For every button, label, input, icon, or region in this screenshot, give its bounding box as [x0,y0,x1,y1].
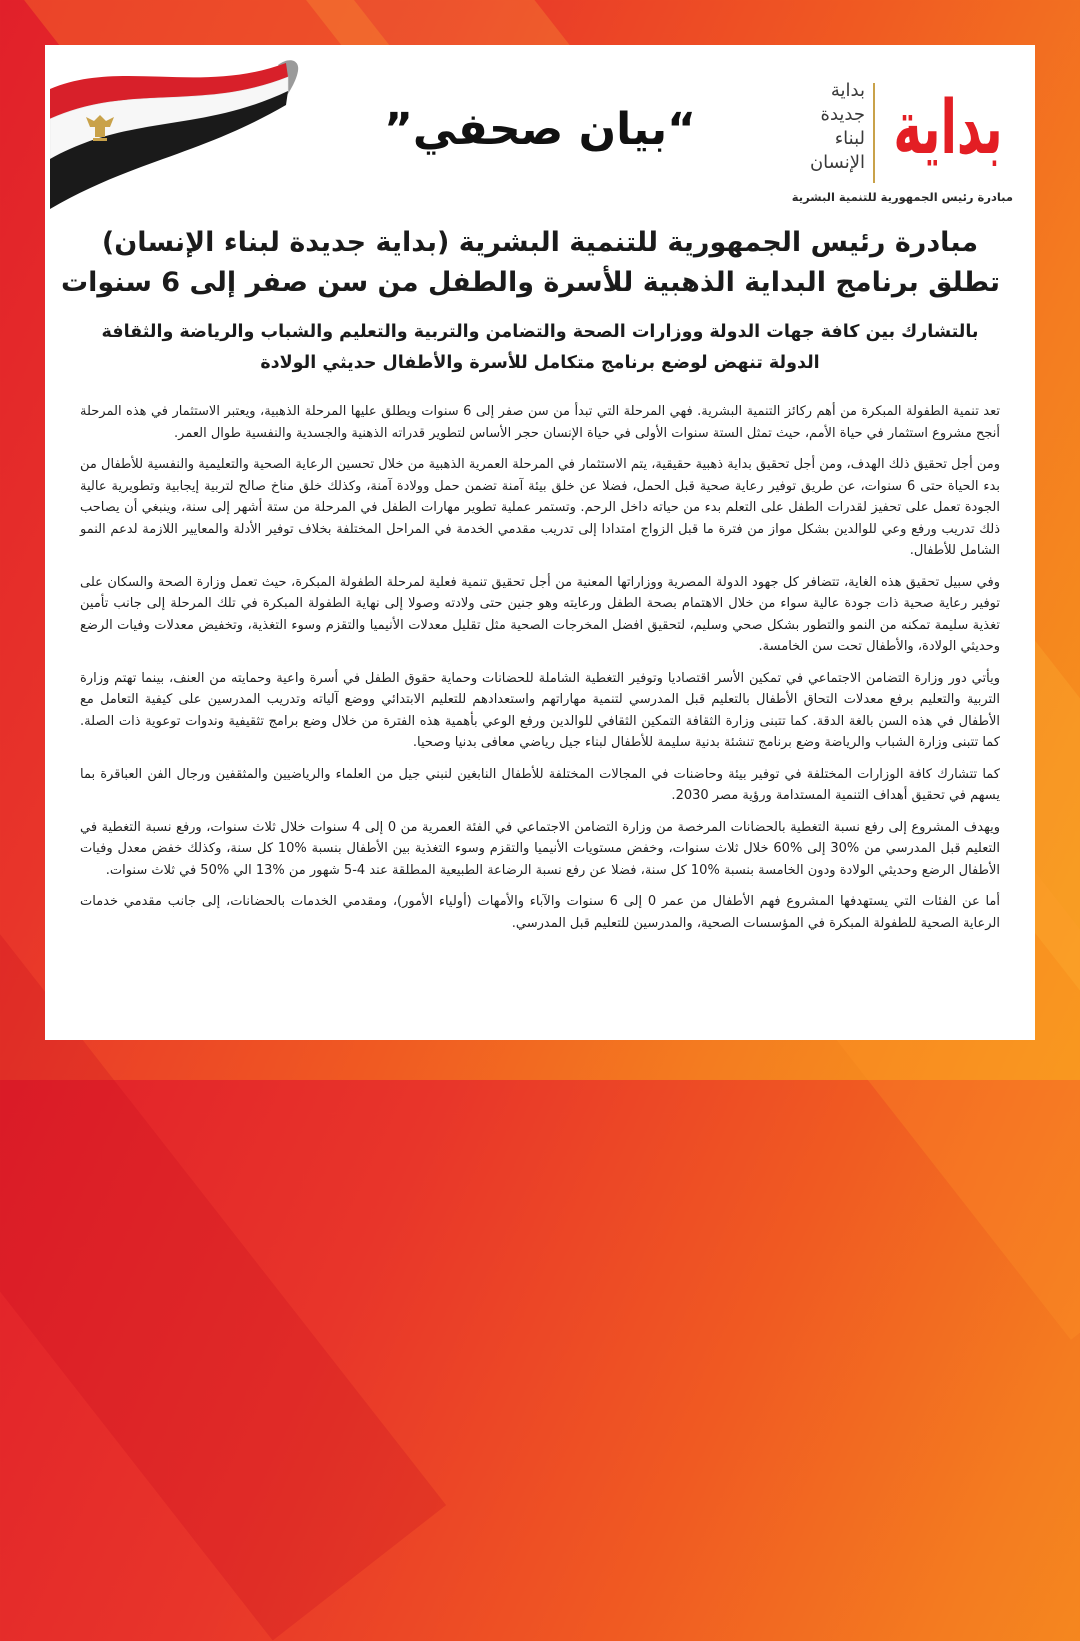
headline [60,223,1000,303]
body-paragraph: ويهدف المشروع إلى رفع نسبة التغطية بالحضانات المرخصة من وزارة التضامن الاجتماعي في الفئة العمرية من 0 إلى 4 سنوات خلال ثلاث سنوات، ورفع نسبة التغطية في التعليم قبل المدرسي من %30 إلى %60 خلال ثلاث سنوات، وخفض مستويات الأنيميا والتقزم وسوء التغذية بين الأطفال بنسبة %10 كل سنة، وكذلك خفض معدل وفيات الأطفال الرضع وحديثي الولادة ودون الخامسة بنسبة %10 كل سنة، فضلا عن رفع نسبة الرضاعة الطبيعية المطلقة عند 4-5 شهور من %13 الي %50 في ثلاث سنوات. [80,819,1001,878]
subheadline-line: الدولة تنهض لوضع برنامج متكامل للأسرة والأطفال حديثي الولادة [260,353,820,373]
egypt-flag-ribbon-icon [50,57,300,215]
headline-line: تطلق برنامج البداية الذهبية للأسرة والطفل من سن صفر إلى 6 سنوات [60,267,1000,298]
logo-caption: مبادرة رئيس الجمهورية للتنمية البشرية [791,190,1013,204]
subheadline-line: بالتشارك بين كافة جهات الدولة ووزارات الصحة والتضامن والتربية والتعليم والشباب والرياضة والثقافة [101,322,979,342]
logo-divider [873,83,875,183]
body-paragraph: تعد تنمية الطفولة المبكرة من أهم ركائز التنمية البشرية. فهي المرحلة التي تبدأ من سن صفر إلى 6 سنوات ويطلق عليها المرحلة الذهبية، ويعتبر الاستثمار في هذه المرحلة أنجح مشروع استثمار في حياة الأمم، حيث تمثل الستة سنوات الأولى في حياة الإنسان حجر الأساس لتطوير قدراته الذهنية والجسدية والنفسية طوال العمر. [80,404,1000,441]
body-paragraph: كما تتشارك كافة الوزارات المختلفة في توفير بيئة وحاضنات في المجالات المختلفة للأطفال النابغين لنبني جيل من العلماء والرياضيين والمثقفين ورجال الفن العباقرة بما يسهم في تحقيق أهداف التنمية المستدامة ورؤية مصر 2030. [80,766,1000,803]
press-release-card [45,45,1035,1040]
body-paragraph: ويأتي دور وزارة التضامن الاجتماعي في تمكين الأسر اقتصاديا وتوفير التغطية الشاملة للحضانات وحماية حقوق الطفل في أسرة واعية وحمايته من العنف، بينما تهتم وزارة التربية والتعليم برفع معدلات التحاق الأطفال بالتعليم قبل المدرسي لتنمية مهاراتهم واستعدادهم للتعليم الابتدائي ووضع آلياته وتدريب المدرسين على كيفية التعامل مع الأطفال في هذه السن بالغة الدقة. كما تتبنى وزارة الثقافة التمكين الثقافي للوالدين ورفع الوعي بأهمية هذه الفترة من خلال وضع برامج تثقيفية وندوات توعوية ذات الصلة. كما تتبنى وزارة الشباب والرياضة وضع برنامج تنشئة بدنية سليمة للأطفال لبناء جيل رياضي معافى بدنيا وصحيا. [80,670,1000,750]
header [45,45,1035,223]
body-paragraph: ومن أجل تحقيق ذلك الهدف، ومن أجل تحقيق بداية ذهبية حقيقية، يتم الاستثمار في المرحلة العمرية الذهبية من خلال تحسين الرعاية الصحية والتعليمية والنفسية للأطفال من بدء الحياة حتى 6 سنوات، عن طريق توفير رعاية صحية قبل الحمل، فضلا عن خلق بيئة آمنة تضمن حمل وولادة آمنة، وكذلك خلق مناخ صالح لتربية إيجابية وتطويرية عالية الجودة تعمل على تحفيز لقدرات الطفل على التعلم بدء من حياته داخل الرحم. وتستمر عملية تطوير مهارات الطفل في المرحلة من ستة أشهر إلى سنة، وينبغي أن يصاحب ذلك تدريب ورفع وعي للوالدين بشكل مواز من فترة ما قبل الزواج امتدادا إلى تدريب مقدمي الخدمة في المراحل المختلفة بخلاف توفير الأدلة والمعايير اللازمة لدعم النمو الشامل للأطفال. [80,457,1000,558]
initiative-logo-mark: بداية [893,84,1003,172]
logo-line: بداية [830,80,865,101]
body-text [80,401,1000,934]
logo-line: لبناء [834,128,865,149]
headline-line: مبادرة رئيس الجمهورية للتنمية البشرية (بداية جديدة لبناء الإنسان) [101,227,979,258]
logo-text [775,79,865,175]
body-paragraph: أما عن الفئات التي يستهدفها المشروع فهم الأطفال من عمر 0 إلى 6 سنوات والآباء والأمهات (أولياء الأمور)، ومقدمي الخدمات بالحضانات، إلى جانب مقدمي خدمات الرعاية الصحية للطفولة المبكرة في المؤسسات الصحية، والمدرسين للتعليم قبل المدرسي. [80,894,1000,931]
body-paragraph: وفي سبيل تحقيق هذه الغاية، تتضافر كل جهود الدولة المصرية ووزاراتها المعنية من أجل تحقيق تنمية فعلية لمرحلة الطفولة المبكرة، حيث تعمل وزارة الصحة والسكان على توفير رعاية صحية ذات جودة عالية سواء من خلال الاهتمام بصحة الطفل ورعايته وهو جنين حتى ولادته وصولا إلى نهاية الطفولة المبكرة في تلك المرحلة إلى جانب تأمين تغذية سليمة تمكنه من النمو والتطور بشكل صحي وسليم، لتحقيق افضل المخرجات الصحية مثل تقليل معدلات الأنيميا والتقزم وسوء التغذية، وتخفيض معدلات وفيات الرضع وحديثي الولادة، والأطفال تحت سن الخامسة. [80,574,1000,654]
logo-line: جديدة [820,104,865,125]
page-title: “بيان صحفي” [383,104,697,155]
logo-line: الإنسان [809,152,865,173]
subheadline [80,317,1000,379]
